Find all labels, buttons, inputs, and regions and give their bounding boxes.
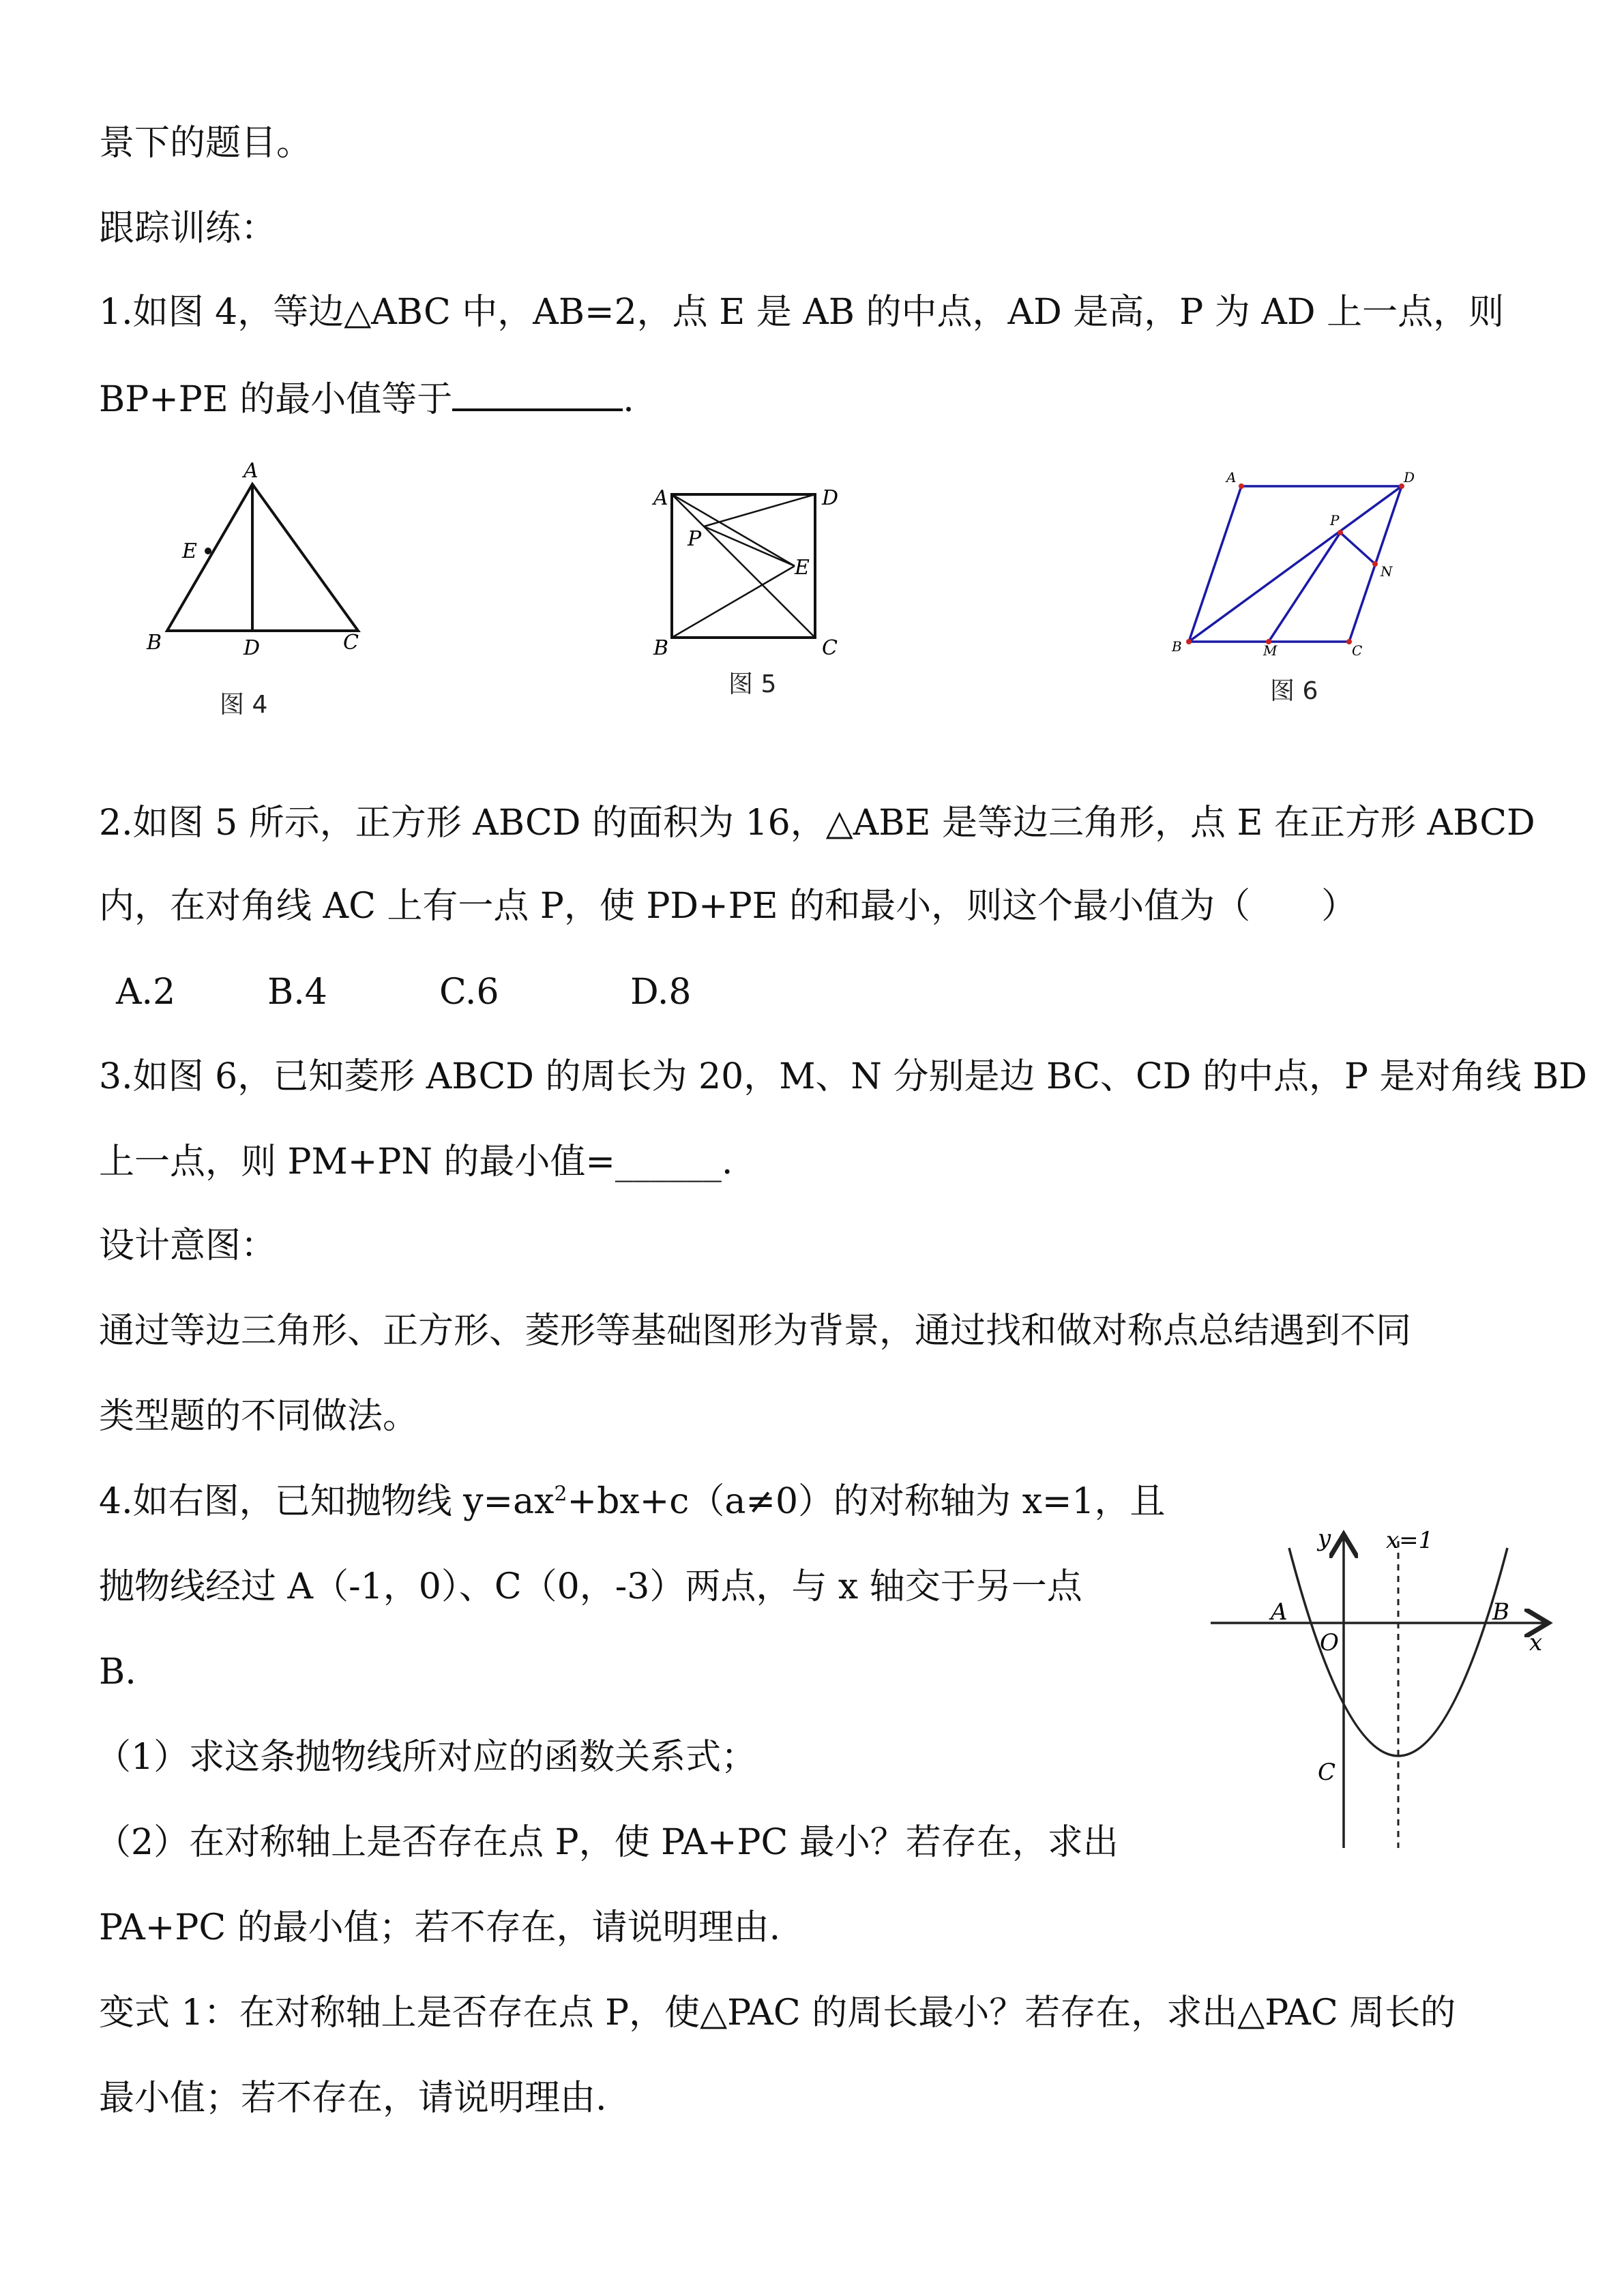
question-1-text: BP+PE 的最小值等于	[99, 379, 453, 420]
text-line-intro: 景下的题目。	[99, 123, 312, 164]
fig4-label-d: D	[243, 636, 261, 660]
fig6-label-m: M	[1263, 642, 1278, 659]
question-4-part-2: （2）在对称轴上是否存在点 P，使 PA+PC 最小？若存在，求出	[95, 1822, 1119, 1863]
fig5-label-d: D	[822, 486, 839, 510]
figure-parabola	[1200, 1521, 1555, 1862]
variant-1-line-2: 最小值；若不存在，请说明理由.	[99, 2078, 607, 2119]
fig4-label-e: E	[182, 539, 197, 563]
q4-text-pre: 4.如右图，已知抛物线 y=ax	[99, 1481, 555, 1522]
answer-blank	[452, 376, 623, 411]
figure-5-square	[648, 477, 859, 661]
design-intent-line-1: 通过等边三角形、正方形、菱形等基础图形为背景，通过找和做对称点总结遇到不同	[99, 1311, 1412, 1352]
question-2-line-2: 内，在对角线 AC 上有一点 P，使 PD+PE 的和最小，则这个最小值为（ ）	[99, 886, 1357, 927]
question-4-part-2b: PA+PC 的最小值；若不存在，请说明理由.	[99, 1907, 781, 1948]
fig5-label-a: A	[653, 486, 668, 510]
figure-6-caption: 图 6	[1270, 677, 1318, 705]
fig4-label-a: A	[243, 459, 259, 483]
question-3-line-2: 上一点，则 PM+PN 的最小值=______.	[99, 1142, 733, 1182]
question-2-options	[116, 970, 691, 1014]
figure-4-triangle	[140, 457, 385, 668]
parabola-label-y: y	[1318, 1525, 1331, 1552]
q4-superscript: 2	[554, 1482, 567, 1506]
question-1-line-2	[99, 376, 634, 421]
variant-1-line-1: 变式 1：在对称轴上是否存在点 P，使△PAC 的周长最小？若存在，求出△PAC 周长的	[99, 1993, 1456, 2033]
fig6-label-d: D	[1404, 469, 1415, 486]
question-3-line-1: 3.如图 6，已知菱形 ABCD 的周长为 20，M、N 分别是边 BC、CD 的中点，P 是对角线 BD	[99, 1056, 1587, 1097]
figure-6-rhombus	[1160, 467, 1432, 665]
parabola-label-c: C	[1318, 1759, 1336, 1786]
option-d: D.8	[630, 972, 692, 1013]
parabola-label-o: O	[1320, 1629, 1339, 1656]
fig6-label-p: P	[1330, 512, 1340, 528]
text-line-training-title: 跟踪训练：	[99, 208, 277, 249]
question-4-line-1	[99, 1480, 1166, 1523]
question-4-line-3: B.	[99, 1652, 136, 1693]
fig5-label-b: B	[653, 636, 669, 660]
parabola-label-a: A	[1271, 1598, 1288, 1626]
figure-5-caption: 图 5	[728, 670, 777, 698]
question-2-line-1: 2.如图 5 所示，正方形 ABCD 的面积为 16，△ABE 是等边三角形，点 E 在正方形 ABCD	[99, 803, 1535, 844]
fig4-label-c: C	[343, 631, 359, 655]
option-b: B.4	[267, 972, 327, 1013]
question-4-line-2: 抛物线经过 A（-1，0）、C（0，-3）两点，与 x 轴交于另一点	[99, 1566, 1082, 1607]
q4-text-post: +bx+c（a≠0）的对称轴为 x=1，且	[567, 1481, 1166, 1522]
parabola-label-b: B	[1492, 1598, 1509, 1626]
design-intent-line-2: 类型题的不同做法。	[99, 1396, 419, 1437]
option-a: A.2	[116, 972, 176, 1013]
option-c: C.6	[439, 972, 499, 1013]
question-1-period: .	[623, 379, 634, 420]
fig5-label-e: E	[795, 556, 810, 580]
question-4-part-1: （1）求这条抛物线所对应的函数关系式；	[95, 1737, 757, 1778]
fig6-label-n: N	[1381, 563, 1393, 580]
fig6-label-c: C	[1352, 642, 1363, 659]
fig5-label-c: C	[822, 636, 838, 660]
figure-4-caption: 图 4	[220, 691, 268, 719]
question-1-line-1: 1.如图 4，等边△ABC 中，AB=2，点 E 是 AB 的中点，AD 是高，P 为 AD 上一点，则	[99, 292, 1505, 333]
fig6-label-a: A	[1226, 469, 1237, 486]
fig6-label-b: B	[1172, 638, 1182, 655]
parabola-label-axis: x=1	[1386, 1527, 1434, 1554]
fig4-label-b: B	[147, 631, 162, 655]
parabola-label-x: x	[1529, 1629, 1543, 1656]
design-intent-title: 设计意图：	[99, 1225, 277, 1266]
fig5-label-p: P	[688, 527, 702, 551]
